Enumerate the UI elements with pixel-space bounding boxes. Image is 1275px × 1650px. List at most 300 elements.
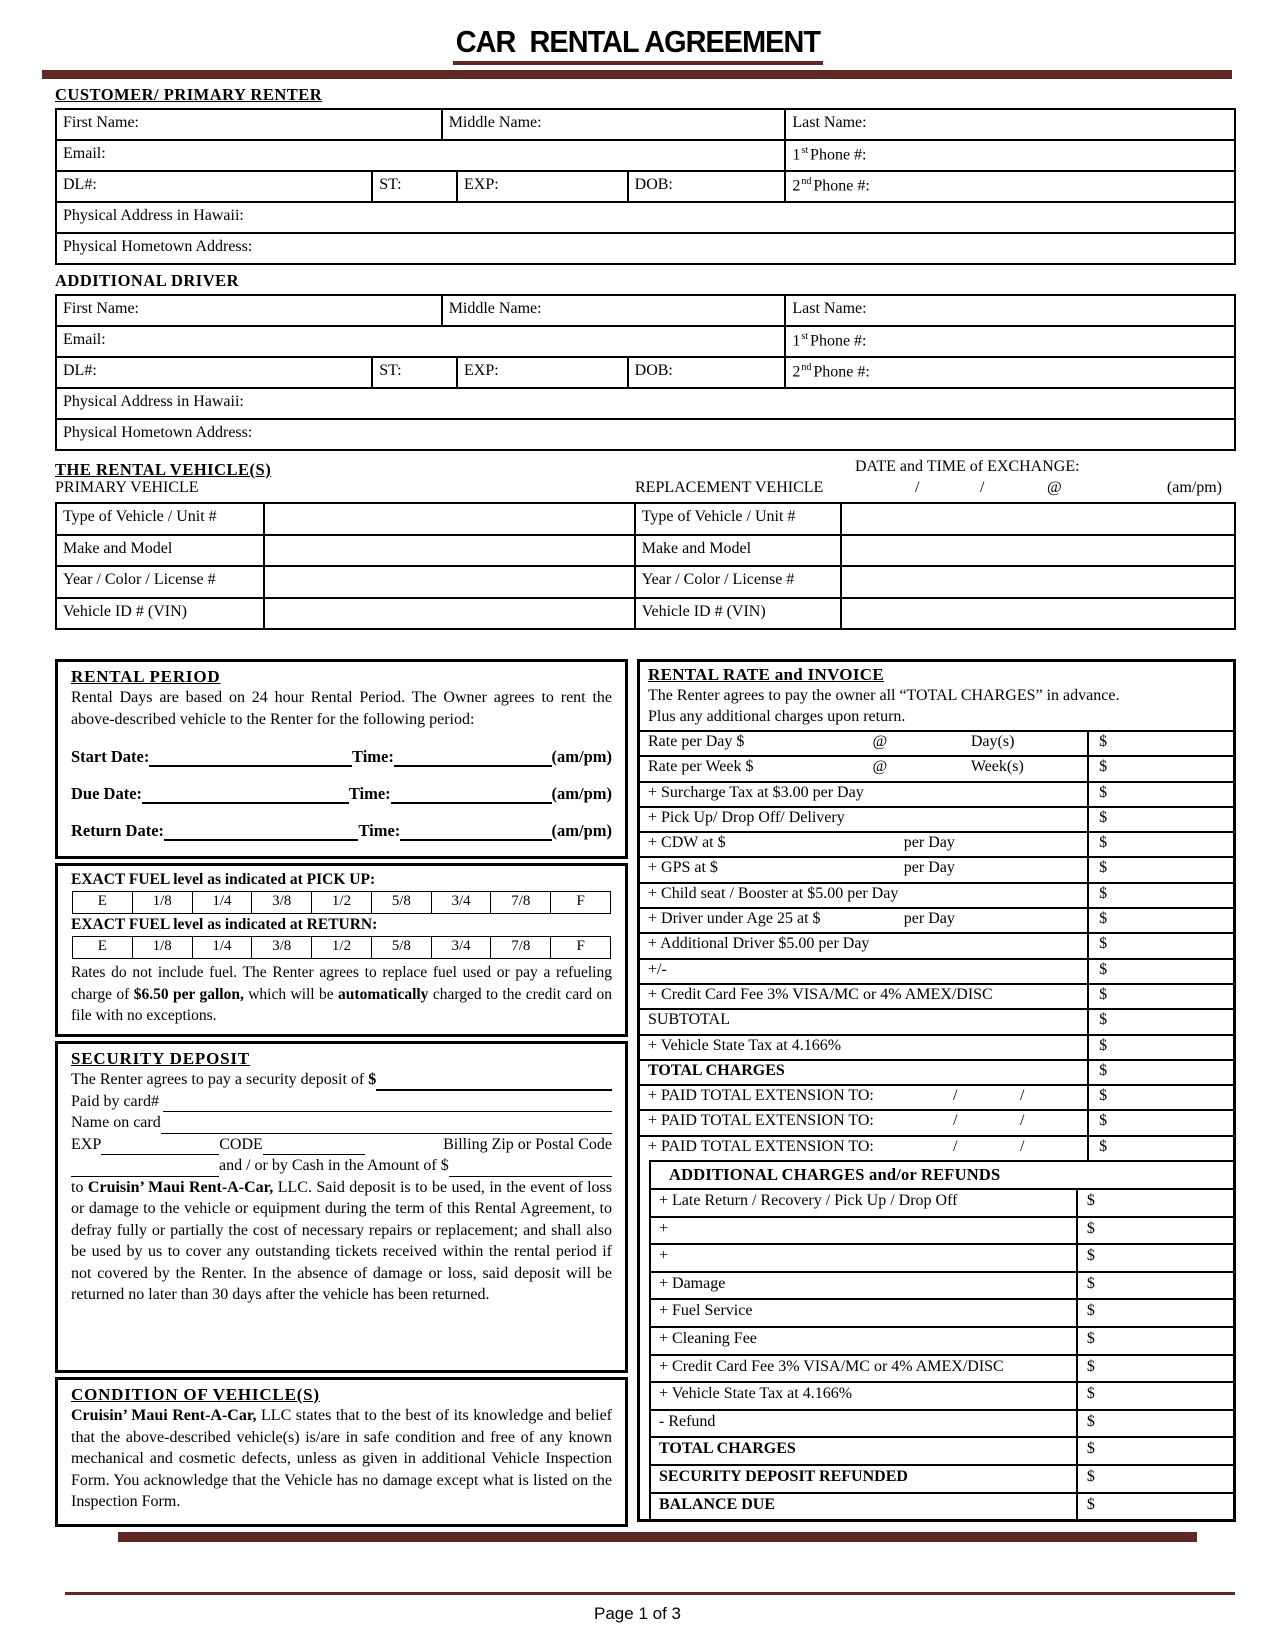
start-date-label: Start Date:: [71, 747, 150, 766]
invoice-column: [637, 659, 1236, 1522]
vehicle-row-label: [634, 599, 840, 629]
fuel-level-cell[interactable]: F: [550, 937, 610, 958]
dollar-sign: $: [368, 1071, 377, 1088]
date-slot[interactable]: /: [952, 1087, 958, 1105]
field-label: Phone #:: [813, 363, 870, 381]
table-row: [57, 356, 1234, 387]
invoice-amount-cell[interactable]: [1087, 1061, 1233, 1084]
due-date-line: [71, 784, 612, 804]
invoice-intro-2: Plus any additional charges upon return.: [648, 708, 906, 725]
rental-period-intro: Rental Days are based on 24 hour Rental Period. The Owner agrees to rent the above-described vehicle to the Renter for the following period:: [71, 689, 612, 728]
row-label: + Additional Driver $5.00 per Day: [648, 935, 870, 953]
card-name-label: Name on card: [71, 1114, 161, 1131]
field-label: ST:: [379, 362, 402, 379]
invoice-row-label: [640, 1036, 1087, 1059]
return-time-input[interactable]: [400, 839, 551, 841]
time-label: Time:: [352, 747, 394, 766]
additional-charge-row: [649, 1243, 1233, 1271]
exp-field[interactable]: [456, 172, 627, 201]
charge-amount-cell[interactable]: [1076, 1383, 1233, 1409]
dollar-sign: $: [1099, 859, 1108, 877]
field-label: Type of Vehicle / Unit #: [63, 508, 217, 525]
vehicle-row-label: [57, 536, 263, 566]
charge-row-label: [651, 1494, 1076, 1520]
invoice-amount-cell[interactable]: [1087, 732, 1233, 755]
vehicle-row-label: [634, 536, 840, 566]
fuel-level-cell[interactable]: 1/4: [192, 937, 252, 958]
exp-label: EXP: [71, 1135, 102, 1153]
additional-driver-table: [55, 294, 1236, 451]
invoice-amount-cell[interactable]: [1087, 909, 1233, 932]
middle-name-field[interactable]: [441, 110, 785, 139]
note-text: charged to the credit card on file with no exceptions.: [71, 985, 612, 1024]
invoice-amount-cell[interactable]: [1087, 1010, 1233, 1033]
row-label: + Credit Card Fee 3% VISA/MC or 4% AMEX/DISC: [648, 985, 993, 1003]
additional-charges-heading: ADDITIONAL CHARGES and/or REFUNDS: [649, 1160, 1233, 1188]
dob-field[interactable]: [627, 172, 785, 201]
fuel-level-cell[interactable]: 1/8: [132, 937, 192, 958]
row-mid: per Day: [903, 834, 955, 852]
field-label: DL#:: [63, 362, 97, 379]
state-field[interactable]: [371, 172, 456, 201]
field-label: 1: [792, 332, 801, 350]
row-label: SECURITY DEPOSIT REFUNDED: [659, 1467, 908, 1485]
dl-number-field[interactable]: [57, 358, 371, 387]
invoice-row-label: [640, 909, 1087, 932]
date-slot[interactable]: /: [952, 1137, 958, 1155]
invoice-row-label: [640, 1111, 1087, 1134]
invoice-row-label: [640, 884, 1087, 907]
invoice-amount-cell[interactable]: [1087, 757, 1233, 780]
field-label: Last Name:: [792, 300, 867, 317]
customer-table: [55, 108, 1236, 265]
rental-vehicles-heading: THE RENTAL VEHICLE(S): [55, 460, 272, 479]
field-label: Email:: [63, 331, 106, 348]
invoice-amount-cell[interactable]: [1087, 833, 1233, 856]
condition-box: [55, 1377, 628, 1527]
dollar-sign: $: [1086, 1495, 1095, 1513]
replacement-vehicle-value[interactable]: [840, 504, 1234, 534]
row-label: + Damage: [659, 1274, 726, 1292]
invoice-amount-cell[interactable]: [1087, 1086, 1233, 1109]
fuel-return-table: [72, 936, 611, 959]
field-label: Last Name:: [792, 114, 867, 131]
primary-vehicle-value[interactable]: [263, 536, 634, 566]
invoice-row-label: [640, 757, 1087, 780]
field-label: Make and Model: [641, 539, 752, 557]
field-label: Email:: [63, 145, 106, 162]
row-label: + Credit Card Fee 3% VISA/MC or 4% AMEX/DISC: [659, 1357, 1004, 1375]
invoice-row: [640, 882, 1233, 907]
invoice-amount-cell[interactable]: [1087, 884, 1233, 907]
dollar-sign: $: [1099, 910, 1108, 928]
field-label: Make and Model: [63, 539, 173, 557]
customer-section-heading: CUSTOMER/ PRIMARY RENTER: [55, 85, 323, 104]
invoice-amount-cell[interactable]: [1087, 985, 1233, 1008]
dollar-sign: $: [1086, 1219, 1095, 1237]
first-name-field[interactable]: [57, 296, 441, 325]
row-label: Rate per Week $: [648, 758, 754, 776]
field-label: Phone #:: [810, 146, 867, 164]
row-label: Rate per Day $: [648, 733, 745, 750]
last-name-field[interactable]: [784, 110, 1234, 139]
dollar-sign: $: [1086, 1385, 1095, 1403]
fuel-level-cell[interactable]: 5/8: [371, 892, 431, 913]
email-field[interactable]: [57, 141, 784, 170]
table-row: [57, 139, 1234, 170]
field-label: Physical Address in Hawaii:: [63, 207, 244, 224]
invoice-row-label: [640, 732, 1087, 755]
field-label: Physical Address in Hawaii:: [63, 393, 244, 410]
cash-amount-label: and / or by Cash in the Amount of $: [219, 1157, 449, 1174]
fuel-note: [71, 962, 612, 1027]
ampm-choice[interactable]: (am/pm): [551, 747, 612, 766]
state-field[interactable]: [371, 358, 456, 387]
deposit-amount-line: [71, 1069, 612, 1091]
ordinal-suffix: nd: [801, 176, 812, 187]
dollar-sign: $: [1099, 733, 1108, 750]
charge-row-label: [651, 1300, 1076, 1326]
additional-charge-row: [649, 1381, 1233, 1409]
phone2-field[interactable]: [784, 172, 1234, 201]
field-label: Vehicle ID # (VIN): [641, 602, 766, 620]
phone1-field[interactable]: [784, 327, 1234, 356]
field-label: Phone #:: [813, 177, 870, 195]
charge-row-label: [651, 1438, 1076, 1464]
condition-text: [71, 1405, 612, 1513]
invoice-row: [640, 1008, 1233, 1033]
charge-row-label: [651, 1383, 1076, 1409]
card-number-input[interactable]: [163, 1111, 612, 1112]
charge-amount-cell[interactable]: [1076, 1494, 1233, 1520]
return-date-input[interactable]: [164, 839, 358, 841]
field-label: Year / Color / License #: [63, 571, 216, 588]
invoice-amount-cell[interactable]: [1087, 960, 1233, 983]
field-label: EXP:: [463, 362, 499, 379]
invoice-row-label: [640, 960, 1087, 983]
table-row: [57, 597, 1234, 629]
date-slot[interactable]: /: [1020, 1112, 1025, 1130]
invoice-row-label: [640, 1061, 1087, 1084]
charge-amount-cell[interactable]: [1076, 1356, 1233, 1382]
charge-amount-cell[interactable]: [1076, 1328, 1233, 1354]
primary-vehicle-value[interactable]: [263, 567, 634, 597]
time-label: Time:: [358, 821, 401, 840]
field-label: Vehicle ID # (VIN): [63, 602, 187, 620]
table-row: [57, 387, 1234, 418]
ordinal-suffix: st: [801, 331, 809, 342]
invoice-row: [640, 1109, 1233, 1134]
invoice-amount-cell[interactable]: [1087, 1036, 1233, 1059]
row-label: +: [659, 1247, 669, 1265]
ampm-choice[interactable]: (am/pm): [551, 784, 612, 803]
table-row: [57, 110, 1234, 139]
dollar-sign: $: [1099, 834, 1108, 852]
table-row: [57, 201, 1234, 232]
email-field[interactable]: [57, 327, 784, 356]
row-label: + Vehicle State Tax at 4.166%: [648, 1036, 842, 1054]
fuel-level-cell[interactable]: 1/2: [311, 937, 371, 958]
field-label: Type of Vehicle / Unit #: [641, 508, 796, 525]
primary-vehicle-value[interactable]: [263, 504, 634, 534]
field-label: First Name:: [63, 114, 139, 131]
company-name: Cruisin’ Maui Rent-A-Car,: [87, 1178, 274, 1196]
dollar-sign: $: [1086, 1330, 1095, 1348]
replacement-vehicle-value[interactable]: [840, 536, 1234, 566]
invoice-row-label: [640, 1137, 1087, 1160]
hawaii-address-field[interactable]: [57, 389, 1234, 418]
field-label: Phone #:: [810, 332, 867, 350]
fuel-level-cell[interactable]: 3/8: [251, 937, 311, 958]
first-name-field[interactable]: [57, 110, 441, 139]
dollar-sign: $: [1086, 1247, 1095, 1265]
note-text: Rates do not include fuel. The Renter agrees to replace fuel used or pay a refueling charge of: [71, 964, 612, 1003]
row-unit: Week(s): [970, 758, 1024, 776]
start-time-input[interactable]: [394, 765, 552, 767]
invoice-amount-cell[interactable]: [1087, 858, 1233, 881]
charge-row-label[interactable]: [651, 1218, 1076, 1244]
fuel-level-cell[interactable]: 5/8: [371, 937, 431, 958]
invoice-row: [640, 983, 1233, 1008]
row-label: + Vehicle State Tax at 4.166%: [659, 1385, 853, 1403]
vehicle-row-label: [57, 567, 263, 597]
field-label: 2: [792, 177, 801, 195]
due-date-input[interactable]: [142, 802, 349, 804]
table-row: [57, 296, 1234, 325]
fuel-level-cell[interactable]: 7/8: [490, 892, 550, 913]
invoice-row: [640, 1084, 1233, 1109]
middle-name-field[interactable]: [441, 296, 785, 325]
charge-amount-cell[interactable]: [1076, 1218, 1233, 1244]
invoice-amount-cell[interactable]: [1087, 934, 1233, 957]
row-label: TOTAL CHARGES: [659, 1440, 796, 1458]
hometown-address-field[interactable]: [57, 420, 1234, 449]
fuel-level-cell[interactable]: 1/4: [192, 892, 252, 913]
charge-amount-cell[interactable]: [1076, 1245, 1233, 1271]
invoice-header: [640, 662, 1233, 730]
date-slot[interactable]: /: [952, 1112, 958, 1130]
hawaii-address-field[interactable]: [57, 203, 1234, 232]
due-date-label: Due Date:: [71, 784, 143, 803]
invoice-row: [640, 755, 1233, 780]
invoice-amount-cell[interactable]: [1087, 1137, 1233, 1160]
date-slot[interactable]: /: [1020, 1087, 1025, 1105]
fuel-level-cell[interactable]: F: [550, 892, 610, 913]
dollar-sign: $: [1099, 985, 1108, 1003]
rental-period-heading: RENTAL PERIOD: [71, 667, 221, 686]
phone2-field[interactable]: [784, 358, 1234, 387]
page-title: CAR RENTAL AGREEMENT: [453, 24, 823, 65]
card-number-line: [71, 1091, 612, 1113]
exp-input[interactable]: [101, 1154, 219, 1155]
dollar-sign: $: [1099, 1137, 1108, 1155]
field-label: 2: [792, 363, 801, 381]
phone1-field[interactable]: [784, 141, 1234, 170]
dollar-sign: $: [1086, 1440, 1095, 1458]
invoice-row: [640, 958, 1233, 983]
row-label: + PAID TOTAL EXTENSION TO:: [648, 1112, 874, 1130]
fuel-level-cell[interactable]: 1/8: [132, 892, 192, 913]
security-deposit-heading: SECURITY DEPOSIT: [71, 1049, 250, 1068]
row-unit: Day(s): [970, 733, 1015, 750]
vehicle-table: [55, 502, 1236, 630]
invoice-amount-cell[interactable]: [1087, 808, 1233, 831]
dollar-sign: $: [1086, 1192, 1095, 1210]
exp-code-zip-line: [71, 1134, 612, 1156]
charge-amount-cell[interactable]: [1076, 1411, 1233, 1437]
field-label: Physical Hometown Address:: [63, 424, 253, 441]
time-label: Time:: [348, 784, 391, 803]
fuel-level-cell[interactable]: 3/4: [431, 937, 491, 958]
charge-amount-cell[interactable]: [1076, 1438, 1233, 1464]
date-slot[interactable]: /: [1020, 1137, 1025, 1155]
additional-charge-row: [649, 1271, 1233, 1299]
row-label: + Child seat / Booster at $5.00 per Day: [648, 884, 899, 902]
security-deposit-terms: [71, 1177, 612, 1306]
invoice-intro-1: The Renter agrees to pay the owner all “TOTAL CHARGES” in advance.: [648, 687, 1120, 704]
dl-number-field[interactable]: [57, 172, 371, 201]
hometown-address-field[interactable]: [57, 234, 1234, 263]
condition-heading: CONDITION OF VEHICLE(S): [71, 1385, 320, 1404]
additional-driver-heading: ADDITIONAL DRIVER: [55, 271, 240, 290]
last-name-field[interactable]: [784, 296, 1234, 325]
row-label: + PAID TOTAL EXTENSION TO:: [648, 1087, 874, 1105]
cash-amount-line: [71, 1155, 612, 1177]
replacement-vehicle-value[interactable]: [840, 599, 1234, 629]
dollar-sign: $: [1099, 808, 1108, 826]
field-label: Middle Name:: [448, 114, 542, 131]
vehicle-row-label: [57, 504, 263, 534]
row-label: +: [659, 1219, 669, 1237]
invoice-amount-cell[interactable]: [1087, 783, 1233, 806]
charge-row-label: [651, 1328, 1076, 1354]
row-label: + PAID TOTAL EXTENSION TO:: [648, 1137, 874, 1155]
field-label: DOB:: [634, 362, 673, 379]
due-time-input[interactable]: [391, 802, 552, 804]
row-label: TOTAL CHARGES: [648, 1061, 785, 1079]
fuel-return-heading: EXACT FUEL level as indicated at RETURN:: [71, 916, 378, 933]
fuel-level-cell[interactable]: E: [97, 938, 107, 954]
ampm-choice[interactable]: (am/pm): [551, 821, 612, 840]
table-row: [57, 504, 1234, 534]
note-bold-text: $6.50 per gallon,: [133, 985, 244, 1003]
fuel-level-cell[interactable]: 7/8: [490, 937, 550, 958]
invoice-row-label: [640, 985, 1087, 1008]
invoice-row: [640, 1135, 1233, 1160]
charge-amount-cell[interactable]: [1076, 1466, 1233, 1492]
additional-charge-row: [649, 1409, 1233, 1437]
dollar-sign: $: [1086, 1302, 1095, 1320]
row-label: + Cleaning Fee: [659, 1330, 757, 1348]
row-mid: per Day: [903, 859, 955, 877]
charge-row-label: [651, 1190, 1076, 1216]
row-label: BALANCE DUE: [659, 1495, 776, 1513]
dollar-sign: $: [1086, 1412, 1095, 1430]
primary-vehicle-label: PRIMARY VEHICLE: [55, 479, 199, 496]
deposit-amount-input[interactable]: [376, 1089, 612, 1091]
title-area: [0, 0, 1275, 65]
code-label: CODE: [219, 1135, 263, 1153]
row-mid: @: [872, 733, 888, 750]
fuel-level-cell[interactable]: 1/2: [311, 892, 371, 913]
charge-amount-cell[interactable]: [1076, 1190, 1233, 1216]
invoice-row: [640, 730, 1233, 755]
field-label: Year / Color / License #: [641, 571, 795, 588]
fuel-level-cell[interactable]: E: [97, 893, 107, 909]
charge-amount-cell[interactable]: [1076, 1273, 1233, 1299]
rental-period-box: [55, 659, 628, 859]
invoice-row-label: [640, 808, 1087, 831]
field-label: First Name:: [63, 300, 139, 317]
invoice-row: [640, 806, 1233, 831]
row-label: + GPS at $: [648, 859, 718, 877]
return-date-label: Return Date:: [71, 821, 165, 840]
charge-row-label: [651, 1273, 1076, 1299]
row-label: + Fuel Service: [659, 1302, 753, 1320]
dollar-sign: $: [1099, 935, 1108, 953]
dollar-sign: $: [1086, 1357, 1095, 1375]
replacement-vehicle-label: REPLACEMENT VEHICLE: [635, 479, 824, 496]
fuel-level-cell[interactable]: 3/4: [431, 892, 491, 913]
exchange-datetime-label: DATE and TIME of EXCHANGE:: [855, 458, 1080, 475]
balance-due-row: [649, 1492, 1233, 1520]
field-label: 1: [792, 146, 801, 164]
fuel-level-cell[interactable]: 3/8: [251, 892, 311, 913]
row-mid: @: [872, 758, 888, 776]
card-number-label: Paid by card#: [71, 1092, 163, 1110]
accent-bar-top: [42, 70, 1232, 79]
note-text: which will be: [243, 985, 339, 1003]
ordinal-suffix: st: [801, 145, 809, 156]
invoice-amount-cell[interactable]: [1087, 1111, 1233, 1134]
start-date-input[interactable]: [149, 765, 352, 767]
condition-paragraph: LLC states that to the best of its knowledge and belief that the above-described vehicle(s) is/are in safe condition and free of any known mechanical and cosmetic defects, unless as given in additional Vehicle Inspection Form. You acknowledge that the Vehicle has no damage except what is listed on the Inspection Form.: [71, 1407, 612, 1510]
invoice-row-label: [640, 783, 1087, 806]
primary-vehicle-value[interactable]: [263, 599, 634, 629]
field-label: EXP:: [463, 176, 499, 193]
replacement-vehicle-value[interactable]: [840, 567, 1234, 597]
exchange-ampm[interactable]: (am/pm): [1166, 479, 1222, 496]
vehicle-row-label: [634, 504, 840, 534]
row-label: SUBTOTAL: [648, 1011, 730, 1029]
dob-field[interactable]: [627, 358, 785, 387]
exp-field[interactable]: [456, 358, 627, 387]
table-row: [57, 418, 1234, 449]
fuel-pickup-table: [72, 891, 611, 914]
field-label: ST:: [379, 176, 402, 193]
exchange-date-slot[interactable]: /: [980, 479, 985, 496]
field-label: Physical Hometown Address:: [63, 238, 253, 255]
company-name: Cruisin’ Maui Rent-A-Car,: [71, 1407, 257, 1424]
dollar-sign: $: [1099, 1087, 1108, 1105]
invoice-row-label: [640, 833, 1087, 856]
additional-charge-row: [649, 1354, 1233, 1382]
page-number: Page 1 of 3: [594, 1604, 681, 1623]
charge-row-label[interactable]: [651, 1245, 1076, 1271]
total-charges-row: [649, 1436, 1233, 1464]
exchange-date-slot[interactable]: /: [915, 479, 920, 496]
charge-row-label: [651, 1356, 1076, 1382]
return-date-line: [71, 821, 612, 841]
charge-amount-cell[interactable]: [1076, 1300, 1233, 1326]
charge-row-label: [651, 1411, 1076, 1437]
invoice-row-label: [640, 1086, 1087, 1109]
field-label: Middle Name:: [448, 300, 542, 317]
additional-charge-row: [649, 1216, 1233, 1244]
fuel-pickup-heading: EXACT FUEL level as indicated at PICK UP:: [71, 871, 376, 888]
row-label: + CDW at $: [648, 834, 726, 852]
table-row: [57, 325, 1234, 356]
